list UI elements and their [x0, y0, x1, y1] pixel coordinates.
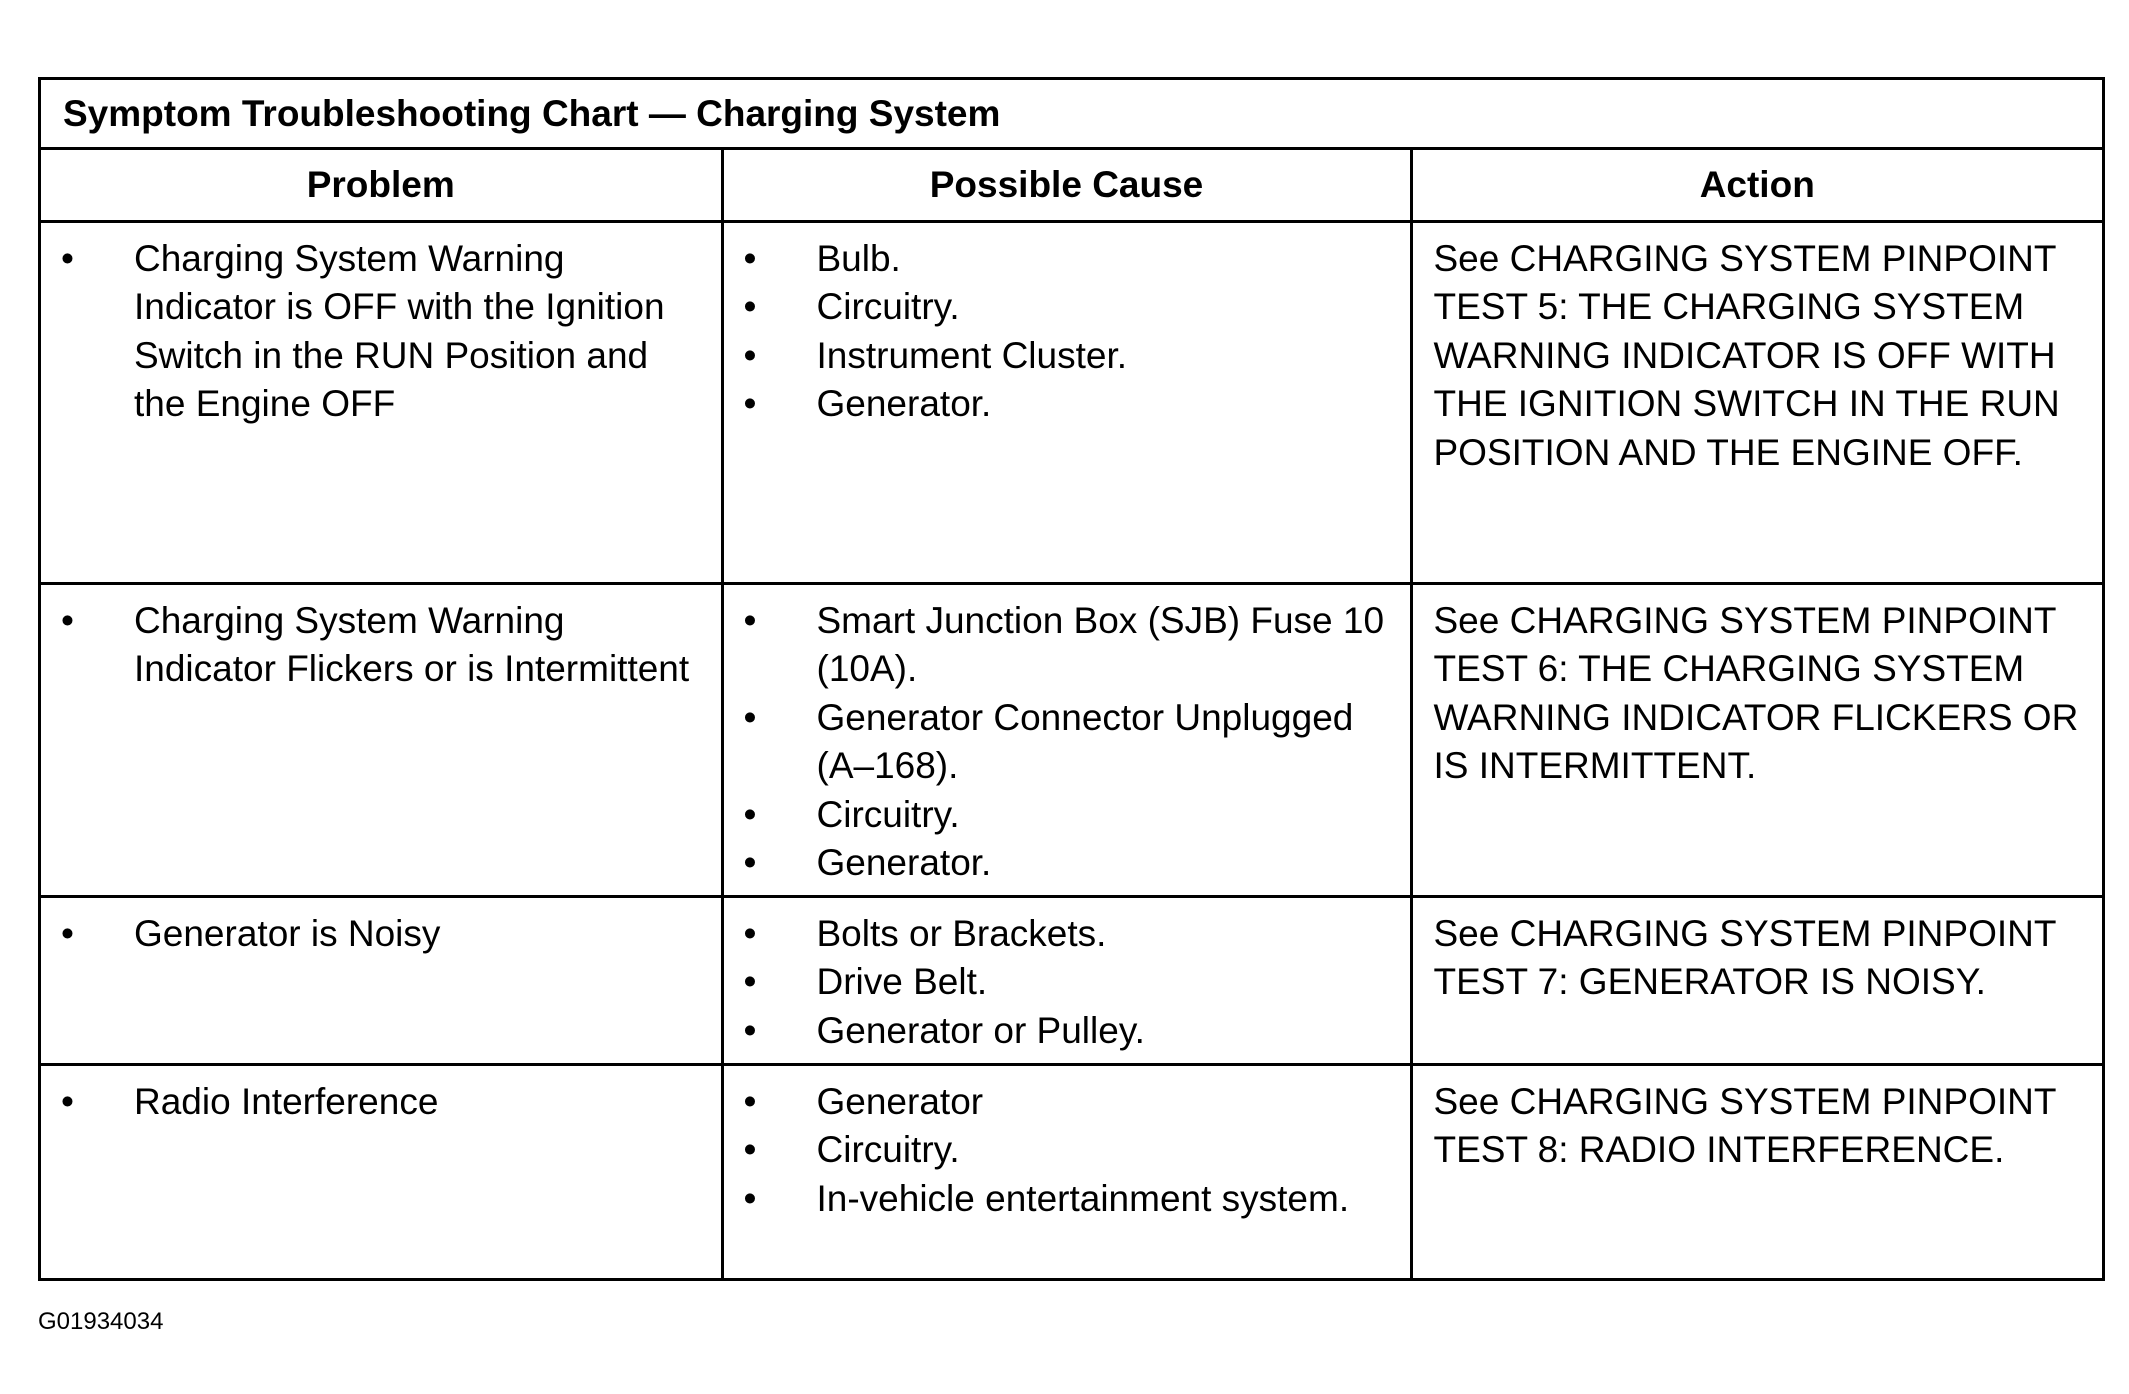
cause-item: • Bulb. — [724, 235, 1410, 284]
cause-item: • Generator — [724, 1078, 1410, 1127]
cause-item: • Circuitry. — [724, 283, 1410, 332]
action-cell — [1411, 583, 2102, 896]
problem-text: • Charging System Warning Indicator is OFF with the Ignition Switch in the RUN Position and the Engine OFF — [41, 235, 721, 429]
column-header-possible-cause: Possible Cause — [722, 150, 1411, 221]
problem-text: • Charging System Warning Indicator Flickers or is Intermittent — [41, 597, 721, 694]
problem-text: • Radio Interference — [41, 1078, 721, 1127]
problem-cell — [41, 896, 722, 1064]
troubleshooting-chart — [38, 77, 2105, 1281]
cause-item: • Generator. — [724, 380, 1410, 429]
action-text: See CHARGING SYSTEM PINPOINT TEST 6: THE CHARGING SYSTEM WARNING INDICATOR FLICKERS OR IS INTERMITTENT. — [1433, 599, 2079, 786]
table-row — [41, 1064, 2102, 1281]
cause-item: • Generator. — [724, 839, 1410, 888]
cause-item: • Bolts or Brackets. — [724, 910, 1410, 959]
action-cell — [1411, 1064, 2102, 1281]
cause-cell — [722, 221, 1411, 583]
cause-item: • Instrument Cluster. — [724, 332, 1410, 381]
column-header-action: Action — [1411, 150, 2102, 221]
problem-cell — [41, 221, 722, 583]
action-cell — [1411, 896, 2102, 1064]
problem-cell — [41, 583, 722, 896]
cause-item: • Circuitry. — [724, 791, 1410, 840]
cause-item: • Drive Belt. — [724, 958, 1410, 1007]
table-row — [41, 896, 2102, 1064]
cause-item: • In-vehicle entertainment system. — [724, 1175, 1410, 1224]
cause-item: • Generator Connector Unplugged (A–168). — [724, 694, 1410, 791]
action-text: See CHARGING SYSTEM PINPOINT TEST 7: GENERATOR IS NOISY. — [1433, 912, 2056, 1002]
cause-cell — [722, 1064, 1411, 1281]
header-row — [41, 150, 2102, 221]
cause-item: • Circuitry. — [724, 1126, 1410, 1175]
cause-cell — [722, 583, 1411, 896]
troubleshooting-table — [41, 150, 2102, 1281]
cause-item: • Smart Junction Box (SJB) Fuse 10 (10A). — [724, 597, 1410, 694]
problem-text: • Generator is Noisy — [41, 910, 721, 959]
table-row — [41, 583, 2102, 896]
chart-title: Symptom Troubleshooting Chart — Charging System — [41, 80, 2102, 150]
table-row — [41, 221, 2102, 583]
cause-cell — [722, 896, 1411, 1064]
action-text: See CHARGING SYSTEM PINPOINT TEST 5: THE CHARGING SYSTEM WARNING INDICATOR IS OFF WITH THE IGNITION SWITCH IN THE RUN POSITION AND THE ENGINE OFF. — [1433, 237, 2060, 473]
action-cell — [1411, 221, 2102, 583]
column-header-problem: Problem — [41, 150, 722, 221]
cause-item: • Generator or Pulley. — [724, 1007, 1410, 1056]
figure-code: G01934034 — [38, 1308, 164, 1335]
action-text: See CHARGING SYSTEM PINPOINT TEST 8: RADIO INTERFERENCE. — [1433, 1080, 2056, 1170]
problem-cell — [41, 1064, 722, 1281]
